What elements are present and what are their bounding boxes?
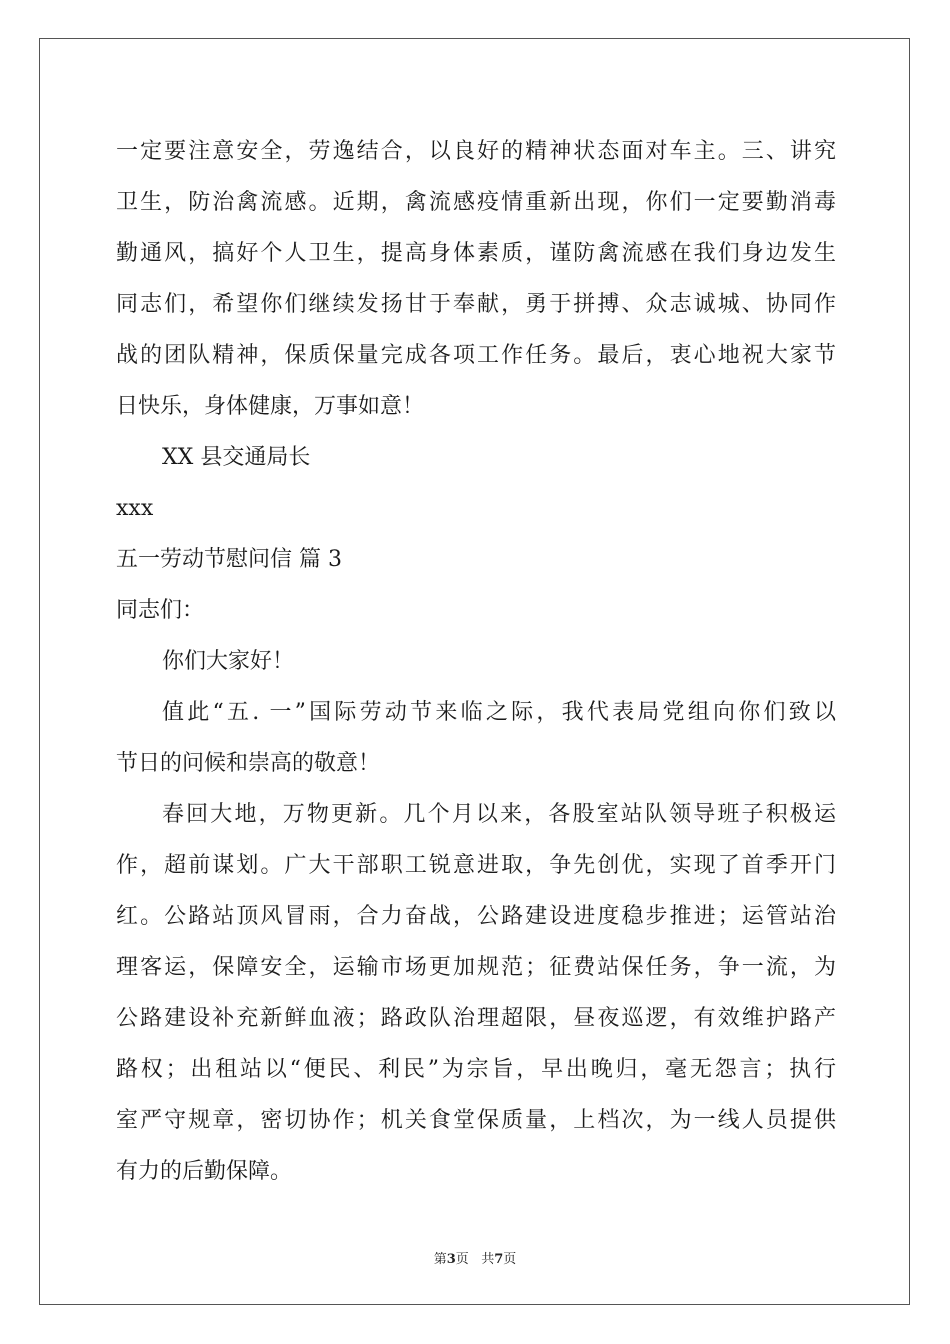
signature-name: xxx [116,496,154,521]
text-line: 室严守规章，密切协作；机关食堂保质量，上档次，为一线人员提供 [116,1108,836,1133]
text-line: 同志们，希望你们继续发扬甘于奉献，勇于拼搏、众志诚城、协同作 [116,292,836,317]
footer-total-prefix: 共 [481,1252,495,1267]
text-line: 节日的问候和崇高的敬意！ [116,751,381,776]
signature-title: XX 县交通局长 [162,445,311,470]
document-body [116,126,836,1197]
text-line: 红。公路站顶风冒雨，合力奋战，公路建设进度稳步推进；运管站治 [116,904,836,929]
text-line: 作，超前谋划。广大干部职工锐意进取，争先创优，实现了首季开门 [116,853,836,878]
text-line: 春回大地，万物更新。几个月以来，各股室站队领导班子积极运 [162,802,836,827]
section-title: 五一劳动节慰问信 篇 3 [116,547,342,572]
greeting: 你们大家好！ [162,649,295,674]
text-line: 一定要注意安全，劳逸结合，以良好的精神状态面对车主。三、讲究 [116,139,836,164]
footer-prefix: 第 [433,1252,447,1267]
text-line: 理客运，保障安全，运输市场更加规范；征费站保任务，争一流，为 [116,955,836,980]
footer-total-pages: 7 [494,1252,504,1267]
text-line: 路权；出租站以“便民、利民”为宗旨，早出晚归，毫无怨言；执行 [116,1057,836,1082]
text-line: 战的团队精神，保质保量完成各项工作任务。最后，衷心地祝大家节 [116,343,836,368]
footer-total-suffix: 页 [503,1252,517,1267]
text-line: 公路建设补充新鲜血液；路政队治理超限，昼夜巡逻，有效维护路产 [116,1006,836,1031]
text-line: 有力的后勤保障。 [116,1159,293,1184]
text-line: 日快乐，身体健康，万事如意！ [116,394,425,419]
text-line: 值此“五. 一”国际劳动节来临之际，我代表局党组向你们致以 [162,700,836,725]
text-line: 勤通风，搞好个人卫生，提高身体素质，谨防禽流感在我们身边发生 [116,241,836,266]
footer-page-number: 3 [446,1252,456,1267]
footer-page-suffix: 页 [455,1252,469,1267]
page-footer [0,1248,950,1267]
text-line: 卫生，防治禽流感。近期，禽流感疫情重新出现，你们一定要勤消毒 [116,190,836,215]
salutation: 同志们： [116,598,205,623]
